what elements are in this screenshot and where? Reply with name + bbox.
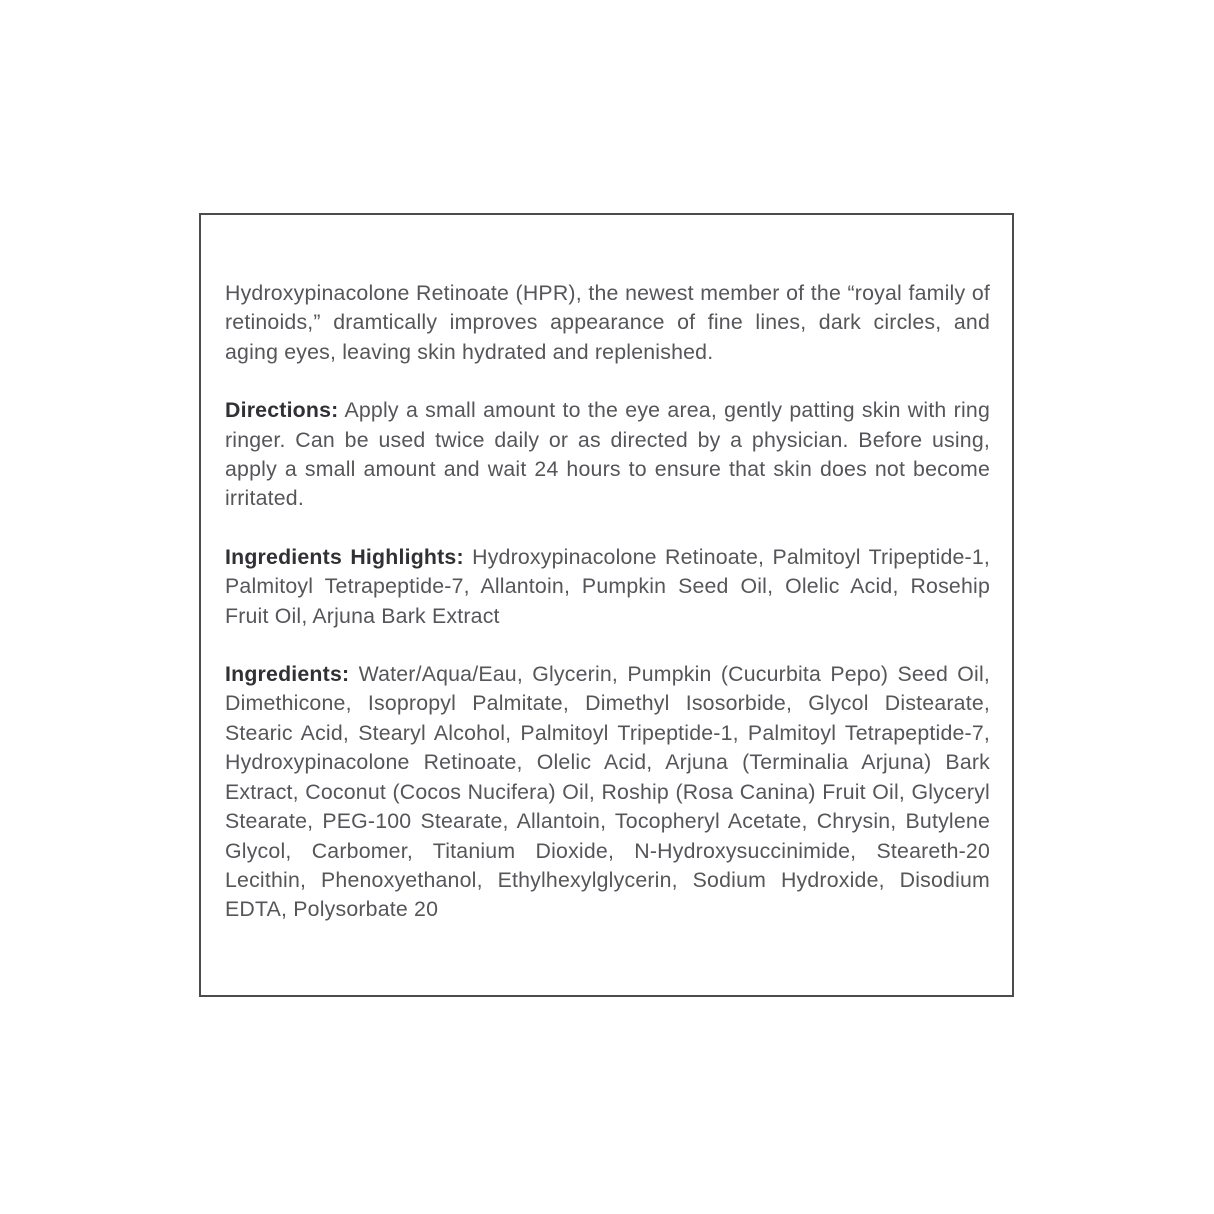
- intro-text: Hydroxypinacolone Retinoate (HPR), the newest member of the “royal family of retinoids,” dramtically improves appearance of fine lines, dark circles, and aging eyes, leaving skin hydrated and replenished.: [225, 281, 990, 364]
- ingredients-label: Ingredients:: [225, 662, 350, 687]
- ingredients-highlights-paragraph: [225, 543, 990, 631]
- directions-label: Directions:: [225, 398, 339, 423]
- product-label-box: [199, 213, 1014, 997]
- ingredients-highlights-label: Ingredients Highlights:: [225, 544, 464, 569]
- directions-text: Apply a small amount to the eye area, gently patting skin with ring ringer. Can be used twice daily or as directed by a physician. Before using, apply a small amount and wait 24 hours to ensure that skin does not become irritated.: [225, 398, 990, 511]
- intro-paragraph: [225, 279, 990, 367]
- ingredients-text: Water/Aqua/Eau, Glycerin, Pumpkin (Cucurbita Pepo) Seed Oil, Dimethicone, Isopropyl Palmitate, Dimethyl Isosorbide, Glycol Distearate, Stearic Acid, Stearyl Alcohol, Palmitoyl Tripeptide-1, Palmitoyl Tetrapeptide-7, Hydroxypinacolone Retinoate, Olelic Acid, Arjuna (Terminalia Arjuna) Bark Extract, Coconut (Cocos Nucifera) Oil, Roship (Rosa Canina) Fruit Oil, Glyceryl Stearate, PEG-100 Stearate, Allantoin, Tocopheryl Acetate, Chrysin, Butylene Glycol, Carbomer, Titanium Dioxide, N-Hydroxysuccinimide, Steareth-20 Lecithin, Phenoxyethanol, Ethylhexylglycerin, Sodium Hydroxide, Disodium EDTA, Polysorbate 20: [225, 662, 990, 922]
- ingredients-paragraph: [225, 660, 990, 925]
- ingredients-highlights-text: Hydroxypinacolone Retinoate, Palmitoyl Tripeptide-1, Palmitoyl Tetrapeptide-7, Allantoin, Pumpkin Seed Oil, Olelic Acid, Rosehip Fruit Oil, Arjuna Bark Extract: [225, 544, 991, 628]
- directions-paragraph: [225, 396, 990, 514]
